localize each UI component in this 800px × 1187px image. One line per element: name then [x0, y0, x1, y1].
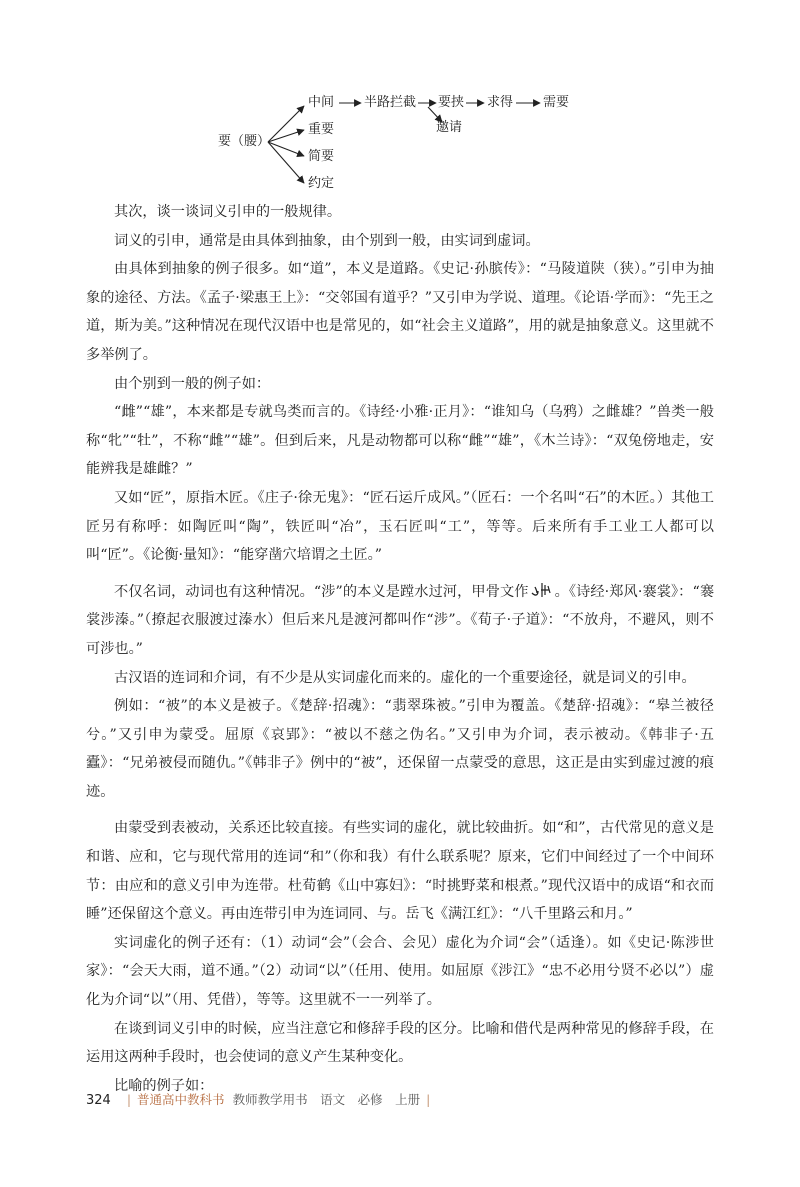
paragraph: 由具体到抽象的例子很多。如“道”，本义是道路。《史记·孙膑传》：“马陵道陕（狭）。”引申为抽象的途径、方法。《孟子·梁惠王上》：“交邻国有道乎？”又引申为学说、道理。《论语·学而》：“先王之道，斯为美。”这种情况在现代汉语中也是常见的，如“社会主义道路”，用的就是抽象意义。这里就不多举例了。: [86, 261, 714, 363]
diagram-node-yueding: 约定: [308, 176, 335, 191]
page-footer: [86, 1090, 436, 1108]
diagram-node-banlulanjie: 半路拦截: [364, 95, 417, 110]
branch-arrow-zhongjian: [268, 106, 304, 142]
word-extension-diagram: [0, 0, 800, 200]
paragraph: 例如：“被”的本义是被子。《楚辞·招魂》：“翡翠珠被。”引申为覆盖。《楚辞·招魂》：“皋兰被径兮。”又引申为蒙受。屈原《哀郢》：“被以不慈之伪名。”又引申为介词，表示被动。《韩非子·五蠹》：“兄弟被侵而随仇。”《韩非子》例中的“被”，还保留一点蒙受的意思，这正是由实到虚过渡的痕迹。: [86, 698, 714, 800]
paragraph: 词义的引申，通常是由具体到抽象，由个别到一般，由实词到虚词。: [114, 232, 540, 249]
paragraph: 又如“匠”，原指木匠。《庄子·徐无鬼》：“匠石运斤成风。”（匠石：一个名叫“石”的木匠。）其他工匠另有称呼：如陶匠叫“陶”，铁匠叫“冶”，玉石匠叫“工”，等等。后来所有手工业工人都可以叫“匠”。《论衡·量知》：“能穿凿穴培谓之土匠。”: [86, 489, 714, 564]
paragraph: 比喻的例子如：: [114, 1077, 214, 1094]
paragraph: 由个别到一般的例子如：: [114, 375, 271, 392]
diagram-root: 要（腰）: [218, 134, 271, 149]
diagram-node-yaoqing: 邀请: [436, 120, 463, 135]
branch-arrow-jianyao: [268, 142, 304, 156]
diagram-node-jianyao: 简要: [308, 149, 335, 164]
paragraph: 古汉语的连词和介词，有不少是从实词虚化而来的。虚化的一个重要途径，就是词义的引申。: [114, 669, 696, 686]
footer-divider-end: |: [426, 1092, 431, 1107]
paragraph-she: [86, 578, 714, 664]
footer-book-title: 教师教学用书 语文 必修 上册: [232, 1092, 421, 1107]
paragraph: 在谈到词义引申的时候，应当注意它和修辞手段的区分。比喻和借代是两种常见的修辞手段，在运用这两种手段时，也会使词的意义产生某种变化。: [86, 1020, 714, 1066]
paragraph: 其次，谈一谈词义引申的一般规律。: [114, 204, 342, 220]
branch-arrow-yueding: [268, 142, 304, 183]
diagram-node-qiude: 求得: [487, 95, 514, 110]
footer-series: 普通高中教科书: [137, 1092, 225, 1107]
paragraph: “雌”“雄”，本来都是专就鸟类而言的。《诗经·小雅·正月》：“谁知乌（乌鸦）之雌雄？”兽类一般称“牝”“牡”，不称“雌”“雄”。但到后来，凡是动物都可以称“雌”“雄”，《木兰诗》：“双兔傍地走，安能辨我是雄雌？”: [86, 404, 714, 478]
she-text-after: 。《诗经·郑风·褰裳》：“褰裳涉溱。”（撩起衣服渡过溱水）但后来凡是渡河都叫作“涉”。《荀子·子道》：“不放舟，不避风，则不可涉也。”: [86, 583, 715, 657]
page-number: 324: [86, 1093, 111, 1108]
diagram-node-zhongjian: 中间: [308, 95, 335, 110]
oracle-bone-she-glyph: [529, 581, 555, 599]
she-text-before: 不仅名词，动词也有这种情况。“涉”的本义是蹚水过河，甲骨文作: [114, 583, 529, 600]
diagram-node-zhongyao: 重要: [308, 122, 335, 137]
diagram-node-xuyao: 需要: [543, 95, 570, 110]
footer-divider: |: [126, 1092, 132, 1107]
diagram-node-yaoxie: 要挟: [438, 95, 465, 110]
body-text: [86, 198, 714, 1100]
paragraph: 由蒙受到表被动，关系还比较直接。有些实词的虚化，就比较曲折。如“和”，古代常见的意义是和谐、应和，它与现代常用的连词“和”（你和我）有什么联系呢？原来，它们中间经过了一个中间环节：由应和的意义引申为连带。杜荀鹤《山中寡妇》：“时挑野菜和根煮。”现代汉语中的成语“和衣而睡”还保留这个意义。再由连带引申为连词同、与。岳飞《满江红》：“八千里路云和月。”: [86, 820, 715, 923]
paragraph: 实词虚化的例子还有：（1）动词“会”（会合、会见）虚化为介词“会”（适逢）。如《史记·陈涉世家》：“会天大雨，道不通。”（2）动词“以”（任用、使用。如屈原《涉江》“忠不必用兮贤不必以”）虚化为介词“以”（用、凭借），等等。这里就不一一列举了。: [86, 934, 714, 1009]
